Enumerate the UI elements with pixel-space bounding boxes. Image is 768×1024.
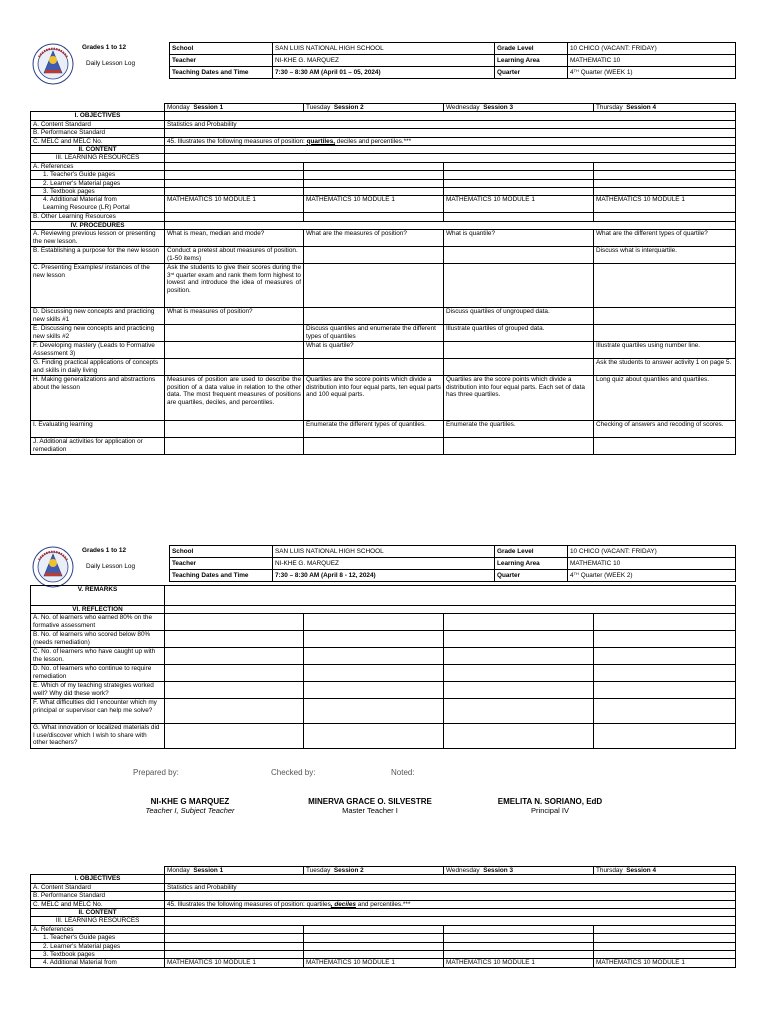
proc-h-thu: Long quiz about quantiles and quartiles.: [594, 376, 736, 421]
proc-i-tue: Enumerate the different types of quantiles.: [304, 421, 444, 438]
row-textbook: 3. Textbook pages: [31, 188, 165, 196]
signatory-1-name: NI-KHE G MARQUEZ: [150, 797, 230, 806]
section-resources: III. LEARNING RESOURCES: [31, 154, 165, 162]
checked-by-label: Checked by:: [271, 768, 316, 777]
section-objectives: I. OBJECTIVES: [31, 112, 165, 120]
quarter-value: 4TH Quarter (WEEK 1): [568, 67, 736, 79]
row-performance-standard: B. Performance Standard: [31, 892, 165, 900]
school-label: School: [170, 546, 273, 558]
day-header-3: Wednesday Session 3: [444, 867, 594, 875]
proc-a-wed: What is quantile?: [444, 230, 594, 247]
proc-a-thu: What are the different types of quartile?: [594, 230, 736, 247]
daily-lesson-log-title: Daily Lesson Log: [86, 563, 136, 570]
teacher-value: NI-KHE G. MARQUEZ: [273, 558, 495, 570]
row-melc: C. MELC and MELC No.: [31, 900, 165, 908]
proc-f-thu: Illustrate quartiles using number line.: [594, 342, 736, 359]
row-proc-c: C. Presenting Examples/ instances of the new lesson: [31, 264, 165, 308]
noted-label: Noted:: [391, 768, 415, 777]
learning-area-value: MATHEMATIC 10: [568, 55, 736, 67]
day-header-1: Monday Session 1: [165, 104, 304, 112]
module-wed: MATHEMATICS 10 MODULE 1: [444, 196, 594, 213]
grade-level-value: 10 CHICO (VACANT: FRIDAY): [568, 546, 736, 558]
module-thu: MATHEMATICS 10 MODULE 1: [594, 959, 736, 967]
row-proc-d: D. Discussing new concepts and practicing new skills #1: [31, 308, 165, 325]
row-references: A. References: [31, 925, 165, 933]
signatory-2-role: Master Teacher I: [342, 806, 398, 815]
section-procedures: IV. PROCEDURES: [31, 221, 165, 229]
row-additional-material: 4. Additional Material from Learning Resource (LR) Portal: [31, 196, 165, 213]
signatory-3-name: EMELITA N. SORIANO, EdD: [497, 797, 603, 806]
row-references: A. References: [31, 162, 165, 170]
proc-a-mon: What is mean, median and mode?: [165, 230, 304, 247]
row-proc-e: E. Discussing new concepts and practicing new skills #2: [31, 325, 165, 342]
learning-area-label: Learning Area: [495, 55, 568, 67]
reflection-d: D. No. of learners who continue to require remediation: [31, 665, 165, 682]
dates-value: 7:30 – 8:30 AM (April 01 – 05, 2024): [273, 67, 495, 79]
proc-i-thu: Checking of answers and recoding of scores.: [594, 421, 736, 438]
module-tue: MATHEMATICS 10 MODULE 1: [304, 959, 444, 967]
dates-value: 7:30 – 8:30 AM (April 8 - 12, 2024): [273, 570, 495, 582]
lesson-table-2: [30, 866, 736, 968]
proc-d-wed: Discuss quartiles of ungrouped data.: [444, 308, 594, 325]
row-other-resources: B. Other Learning Resources: [31, 213, 165, 221]
day-header-4: Thursday Session 4: [594, 104, 736, 112]
grade-level-label: Grade Level: [495, 546, 568, 558]
melc-value: 45. Illustrates the following measures of position: quartiles, deciles and percentiles.***: [165, 900, 736, 908]
learning-area-value: MATHEMATIC 10: [568, 558, 736, 570]
proc-c-mon: Ask the students to give their scores during the 3rd quarter exam and rank them form highest to lowest and introduce the idea of measures of position.: [165, 264, 304, 308]
reflection-e: E. Which of my teaching strategies worked well? Why did these work?: [31, 682, 165, 699]
section-reflection: VI. REFLECTION: [31, 606, 165, 614]
grades-label: Grades 1 to 12: [82, 547, 127, 554]
reflection-table: [30, 585, 736, 749]
school-label: School: [170, 43, 273, 55]
row-content-standard: A. Content Standard: [31, 883, 165, 891]
learning-area-label: Learning Area: [495, 558, 568, 570]
quarter-label: Quarter: [495, 67, 568, 79]
proc-h-tue: Quartiles are the score points which divide a distribution into four equal parts, ten equal parts and 100 equal parts.: [304, 376, 444, 421]
row-melc: C. MELC and MELC No.: [31, 137, 165, 145]
school-value: SAN LUIS NATIONAL HIGH SCHOOL: [273, 546, 495, 558]
proc-i-wed: Enumerate the quartiles.: [444, 421, 594, 438]
module-tue: MATHEMATICS 10 MODULE 1: [304, 196, 444, 213]
content-standard-value: Statistics and Probability: [165, 883, 736, 891]
day-header-2: Tuesday Session 2: [304, 104, 444, 112]
section-content: II. CONTENT: [31, 909, 165, 917]
teacher-label: Teacher: [170, 55, 273, 67]
header-table-1: [169, 42, 736, 79]
day-header-4: Thursday Session 4: [594, 867, 736, 875]
header-table-2: [169, 545, 736, 582]
row-teachers-guide: 1. Teacher's Guide pages: [31, 171, 165, 179]
proc-g-thu: Ask the students to answer activity 1 on page 5.: [594, 359, 736, 376]
row-textbook: 3. Textbook pages: [31, 951, 165, 959]
row-performance-standard: B. Performance Standard: [31, 129, 165, 137]
day-header-1: Monday Session 1: [165, 867, 304, 875]
grade-level-label: Grade Level: [495, 43, 568, 55]
row-proc-j: J. Additional activities for application or remediation: [31, 438, 165, 455]
proc-h-wed: Quartiles are the score points which divide a distribution into four equal parts. Each set of data has three quartiles.: [444, 376, 594, 421]
reflection-a: A. No. of learners who earned 80% on the formative assessment: [31, 614, 165, 631]
quarter-label: Quarter: [495, 570, 568, 582]
proc-a-tue: What are the measures of position?: [304, 230, 444, 247]
lesson-table-1: [30, 103, 736, 455]
row-proc-g: G. Finding practical applications of concepts and skills in daily living: [31, 359, 165, 376]
logo-area: [30, 42, 170, 88]
section-resources: III. LEARNING RESOURCES: [31, 917, 165, 925]
row-proc-i: I. Evaluating learning: [31, 421, 165, 438]
grades-label: Grades 1 to 12: [82, 44, 127, 51]
day-header-2: Tuesday Session 2: [304, 867, 444, 875]
proc-d-mon: What is measures of position?: [165, 308, 304, 325]
reflection-b: B. No. of learners who scored below 80% (needs remediation): [31, 631, 165, 648]
module-wed: MATHEMATICS 10 MODULE 1: [444, 959, 594, 967]
daily-lesson-log-title: Daily Lesson Log: [86, 60, 136, 67]
row-proc-f: F. Developing mastery (Leads to Formative Assessment 3): [31, 342, 165, 359]
reflection-c: C. No. of learners who have caught up with the lesson.: [31, 648, 165, 665]
section-objectives: I. OBJECTIVES: [31, 875, 165, 883]
proc-e-wed: Illustrate quartiles of grouped data.: [444, 325, 594, 342]
proc-e-tue: Discuss quantiles and enumerate the different types of quantiles: [304, 325, 444, 342]
header-block-1: [30, 42, 170, 88]
teacher-value: NI-KHE G. MARQUEZ: [273, 55, 495, 67]
row-additional-material: 4. Additional Material from: [31, 959, 165, 967]
row-teachers-guide: 1. Teacher's Guide pages: [31, 934, 165, 942]
module-mon: MATHEMATICS 10 MODULE 1: [165, 959, 304, 967]
proc-h-mon: Measures of position are used to describe the position of a data value in relation to the other data. The most frequent measures of positions are quartiles, deciles, and percentiles.: [165, 376, 304, 421]
row-proc-h: H. Making generalizations and abstractions about the lesson: [31, 376, 165, 421]
school-value: SAN LUIS NATIONAL HIGH SCHOOL: [273, 43, 495, 55]
dates-label: Teaching Dates and Time: [170, 570, 273, 582]
deped-seal-icon: [32, 546, 74, 588]
signatory-3-role: Principal IV: [531, 806, 569, 815]
reflection-f: F. What difficulties did I encounter which my principal or supervisor can help me solve?: [31, 699, 165, 724]
signatory-2: [290, 797, 450, 815]
row-proc-a: A. Reviewing previous lesson or presenting the new lesson.: [31, 230, 165, 247]
signatory-1-role: Teacher I, Subject Teacher: [145, 806, 235, 815]
dates-label: Teaching Dates and Time: [170, 67, 273, 79]
grade-level-value: 10 CHICO (VACANT: FRIDAY): [568, 43, 736, 55]
teacher-label: Teacher: [170, 558, 273, 570]
content-standard-value: Statistics and Probability: [165, 120, 736, 128]
deped-seal-icon: [32, 43, 74, 85]
signatory-3: [480, 797, 620, 815]
melc-value: 45. Illustrates the following measures of position: quartiles, deciles and percentiles.***: [165, 137, 736, 145]
row-learners-material: 2. Learner's Material pages: [31, 179, 165, 187]
module-thu: MATHEMATICS 10 MODULE 1: [594, 196, 736, 213]
module-mon: MATHEMATICS 10 MODULE 1: [165, 196, 304, 213]
signatory-1: [120, 797, 260, 815]
proc-b-mon: Conduct a pretest about measures of position. (1-50 items): [165, 247, 304, 264]
day-header-3: Wednesday Session 3: [444, 104, 594, 112]
signatory-2-name: MINERVA GRACE O. SILVESTRE: [308, 797, 432, 806]
row-proc-b: B. Establishing a purpose for the new lesson: [31, 247, 165, 264]
row-content-standard: A. Content Standard: [31, 120, 165, 128]
proc-f-tue: What is quartile?: [304, 342, 444, 359]
proc-b-thu: Discuss what is interquartile.: [594, 247, 736, 264]
reflection-g: G. What innovation or localized materials did I use/discover which I wish to share with other teachers?: [31, 724, 165, 749]
quarter-value: 4TH Quarter (WEEK 2): [568, 570, 736, 582]
prepared-by-label: Prepared by:: [133, 768, 179, 777]
section-content: II. CONTENT: [31, 146, 165, 154]
section-remarks: V. REMARKS: [31, 586, 165, 606]
row-learners-material: 2. Learner's Material pages: [31, 942, 165, 950]
